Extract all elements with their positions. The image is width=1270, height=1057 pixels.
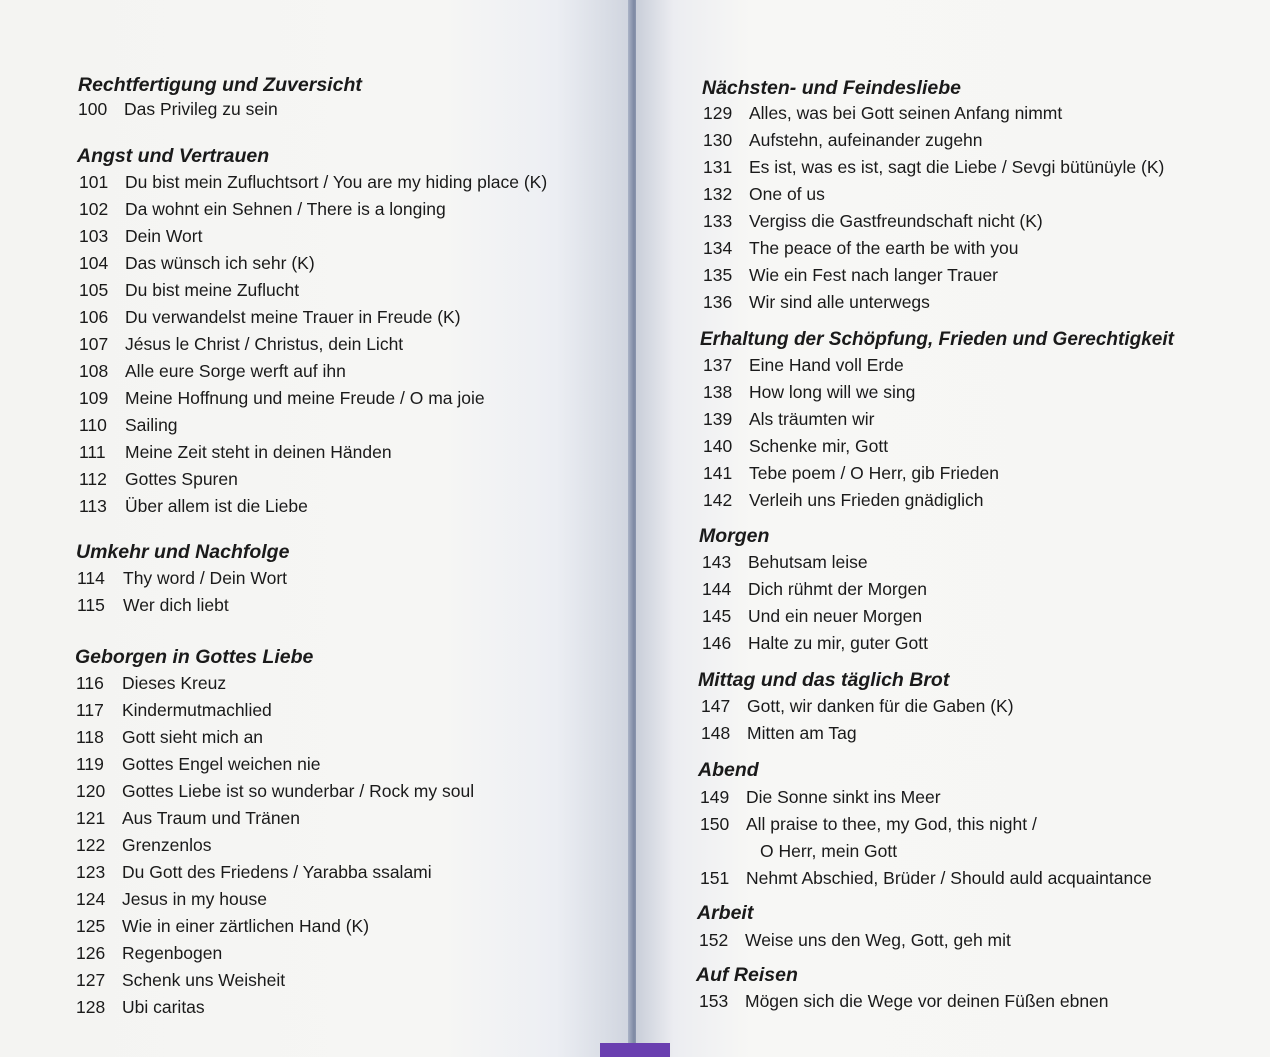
song-number: 135	[703, 265, 733, 285]
song-entry	[76, 967, 474, 994]
song-title: Schenk uns Weisheit	[122, 970, 286, 990]
song-title: Es ist, was es ist, sagt die Liebe / Sevgi bütünüyle (K)	[749, 157, 1165, 177]
song-entry	[702, 630, 928, 657]
song-number: 139	[703, 409, 733, 429]
song-entry	[79, 331, 547, 358]
song-title: Jésus le Christ / Christus, dein Licht	[125, 334, 404, 354]
song-entry	[703, 352, 999, 379]
song-title: Wie ein Fest nach langer Trauer	[749, 265, 999, 285]
song-entry	[76, 913, 474, 940]
song-number: 141	[703, 463, 733, 483]
song-entry	[79, 169, 547, 196]
song-entry	[77, 592, 287, 619]
song-title: Du verwandelst meine Trauer in Freude (K)	[125, 307, 461, 327]
section-title: Arbeit	[697, 902, 754, 924]
song-title: One of us	[749, 184, 825, 204]
song-number: 146	[702, 633, 732, 653]
song-title: Da wohnt ein Sehnen / There is a longing	[125, 199, 446, 219]
song-number: 132	[703, 184, 733, 204]
song-title: Dieses Kreuz	[122, 673, 227, 693]
song-entry	[703, 289, 1164, 316]
song-number: 108	[79, 361, 109, 381]
song-entry	[79, 250, 547, 277]
song-number: 103	[79, 226, 109, 246]
song-number: 110	[79, 415, 107, 435]
song-title-continuation: O Herr, mein Gott	[760, 841, 898, 861]
song-title: Weise uns den Weg, Gott, geh mit	[745, 930, 1011, 950]
song-title: Sailing	[125, 415, 178, 435]
song-entry	[703, 235, 1164, 262]
section-title: Abend	[698, 759, 759, 781]
song-entry	[76, 697, 474, 724]
song-number: 137	[703, 355, 733, 375]
song-number: 142	[703, 490, 733, 510]
song-entry	[703, 154, 1164, 181]
song-entry	[76, 724, 474, 751]
section-title: Mittag und das täglich Brot	[698, 669, 950, 691]
section-title: Geborgen in Gottes Liebe	[75, 646, 314, 668]
song-title: Ubi caritas	[122, 997, 205, 1017]
song-entry	[703, 433, 999, 460]
song-title: Gottes Engel weichen nie	[122, 754, 321, 774]
song-number: 151	[700, 868, 730, 888]
song-number: 109	[79, 388, 109, 408]
section-title: Erhaltung der Schöpfung, Frieden und Gerechtigkeit	[700, 329, 1174, 350]
song-number: 113	[79, 496, 107, 516]
song-number: 115	[77, 595, 105, 615]
section-title: Angst und Vertrauen	[77, 145, 270, 167]
song-title: Wir sind alle unterwegs	[749, 292, 930, 312]
song-entry	[76, 805, 474, 832]
bookmark-ribbon	[600, 1043, 670, 1057]
song-title: Gott, wir danken für die Gaben (K)	[747, 696, 1014, 716]
song-entry	[79, 304, 547, 331]
song-title: Eine Hand voll Erde	[749, 355, 904, 375]
song-title: Mitten am Tag	[747, 723, 857, 743]
song-title: Als träumten wir	[749, 409, 875, 429]
song-number: 106	[79, 307, 109, 327]
song-entry	[703, 379, 999, 406]
section-title: Morgen	[699, 525, 770, 547]
song-entry	[700, 811, 1152, 838]
song-number: 123	[76, 862, 106, 882]
song-number: 140	[703, 436, 733, 456]
song-title: Dein Wort	[125, 226, 203, 246]
song-number: 148	[701, 723, 731, 743]
song-title: Alles, was bei Gott seinen Anfang nimmt	[749, 103, 1063, 123]
song-number: 105	[79, 280, 109, 300]
song-entry	[76, 994, 474, 1021]
song-entry	[703, 100, 1164, 127]
song-number: 100	[78, 99, 108, 119]
song-number: 145	[702, 606, 732, 626]
song-number: 117	[76, 700, 104, 720]
song-title: Gottes Spuren	[125, 469, 238, 489]
song-entry	[702, 549, 928, 576]
song-entry	[79, 439, 547, 466]
song-entry	[702, 576, 928, 603]
section-title: Rechtfertigung und Zuversicht	[78, 74, 362, 96]
song-number: 102	[79, 199, 109, 219]
song-number: 118	[76, 727, 104, 747]
song-number: 129	[703, 103, 733, 123]
song-title: Aufstehn, aufeinander zugehn	[749, 130, 983, 150]
song-title: Gottes Liebe ist so wunderbar / Rock my soul	[122, 781, 475, 801]
song-title: Halte zu mir, guter Gott	[748, 633, 928, 653]
song-title: Meine Zeit steht in deinen Händen	[125, 442, 392, 462]
song-title: Du bist meine Zuflucht	[125, 280, 300, 300]
song-title: Schenke mir, Gott	[749, 436, 889, 456]
song-entry	[703, 460, 999, 487]
song-number: 152	[699, 930, 729, 950]
song-title: The peace of the earth be with you	[749, 238, 1019, 258]
song-entry	[79, 358, 547, 385]
song-title: Dich rühmt der Morgen	[748, 579, 927, 599]
song-number: 143	[702, 552, 732, 572]
song-number: 107	[79, 334, 109, 354]
song-title: Behutsam leise	[748, 552, 868, 572]
song-title: Tebe poem / O Herr, gib Frieden	[749, 463, 999, 483]
song-number: 153	[699, 991, 729, 1011]
song-title: Jesus in my house	[122, 889, 267, 909]
song-title: All praise to thee, my God, this night /	[746, 814, 1037, 834]
song-entry	[76, 886, 474, 913]
song-entry	[79, 412, 547, 439]
song-entry	[703, 181, 1164, 208]
song-entry	[79, 466, 547, 493]
song-number: 116	[76, 673, 104, 693]
song-title: How long will we sing	[749, 382, 916, 402]
song-title: Über allem ist die Liebe	[125, 496, 308, 516]
song-number: 138	[703, 382, 733, 402]
song-entry	[699, 988, 1109, 1015]
song-number: 111	[79, 442, 106, 462]
song-number: 112	[79, 469, 107, 489]
section-title: Umkehr und Nachfolge	[76, 541, 290, 563]
song-entry	[700, 784, 1152, 811]
song-number: 144	[702, 579, 732, 599]
song-entry	[77, 565, 287, 592]
song-entry	[76, 832, 474, 859]
section-title: Nächsten- und Feindesliebe	[702, 77, 961, 99]
song-title: Mögen sich die Wege vor deinen Füßen ebnen	[745, 991, 1109, 1011]
song-number: 122	[76, 835, 106, 855]
song-title: Das Privileg zu sein	[124, 99, 278, 119]
song-entry	[703, 127, 1164, 154]
song-title: Gott sieht mich an	[122, 727, 264, 747]
song-title: Das wünsch ich sehr (K)	[125, 253, 315, 273]
song-number: 128	[76, 997, 106, 1017]
song-entry	[76, 670, 474, 697]
song-title: Verleih uns Frieden gnädiglich	[749, 490, 984, 510]
song-entry	[703, 406, 999, 433]
song-number: 119	[76, 754, 104, 774]
song-number: 114	[77, 568, 105, 588]
song-entry	[700, 865, 1152, 892]
song-title: Thy word / Dein Wort	[123, 568, 288, 588]
song-title: Die Sonne sinkt ins Meer	[746, 787, 941, 807]
song-number: 125	[76, 916, 106, 936]
song-entry	[703, 262, 1164, 289]
song-title: Grenzenlos	[122, 835, 212, 855]
section-title: Auf Reisen	[696, 964, 798, 986]
song-number: 120	[76, 781, 106, 801]
song-title: Wie in einer zärtlichen Hand (K)	[122, 916, 370, 936]
song-title: Alle eure Sorge werft auf ihn	[125, 361, 346, 381]
song-title: Aus Traum und Tränen	[122, 808, 301, 828]
song-number: 104	[79, 253, 109, 273]
song-title: Vergiss die Gastfreundschaft nicht (K)	[749, 211, 1043, 231]
left-page	[0, 0, 632, 1057]
song-number: 149	[700, 787, 730, 807]
song-number: 147	[701, 696, 731, 716]
song-number: 136	[703, 292, 733, 312]
song-entry	[79, 493, 547, 520]
song-number: 127	[76, 970, 106, 990]
song-title: Meine Hoffnung und meine Freude / O ma joie	[125, 388, 485, 408]
song-number: 126	[76, 943, 106, 963]
song-title: Wer dich liebt	[123, 595, 229, 615]
song-entry	[701, 720, 1014, 747]
song-number: 121	[76, 808, 106, 828]
song-title: Kindermutmachlied	[122, 700, 272, 720]
song-number: 101	[79, 172, 109, 192]
song-entry	[703, 487, 999, 514]
song-entry	[76, 751, 474, 778]
song-entry	[702, 603, 928, 630]
song-number: 131	[703, 157, 733, 177]
song-entry	[76, 940, 474, 967]
song-title: Du Gott des Friedens / Yarabba ssalami	[122, 862, 432, 882]
song-entry	[699, 927, 1011, 954]
song-entry	[79, 196, 547, 223]
song-entry	[79, 223, 547, 250]
song-title: Du bist mein Zufluchtsort / You are my hiding place (K)	[125, 172, 548, 192]
song-title: Nehmt Abschied, Brüder / Should auld acquaintance	[746, 868, 1152, 888]
song-entry	[76, 778, 474, 805]
song-title: Und ein neuer Morgen	[748, 606, 923, 626]
song-entry	[78, 96, 278, 123]
song-number: 134	[703, 238, 733, 258]
song-entry	[79, 385, 547, 412]
song-number: 124	[76, 889, 106, 909]
song-number: 133	[703, 211, 733, 231]
song-number: 130	[703, 130, 733, 150]
song-title: Regenbogen	[122, 943, 223, 963]
song-entry	[79, 277, 547, 304]
song-entry	[76, 859, 474, 886]
song-number: 150	[700, 814, 730, 834]
song-entry	[701, 693, 1014, 720]
song-entry	[703, 208, 1164, 235]
